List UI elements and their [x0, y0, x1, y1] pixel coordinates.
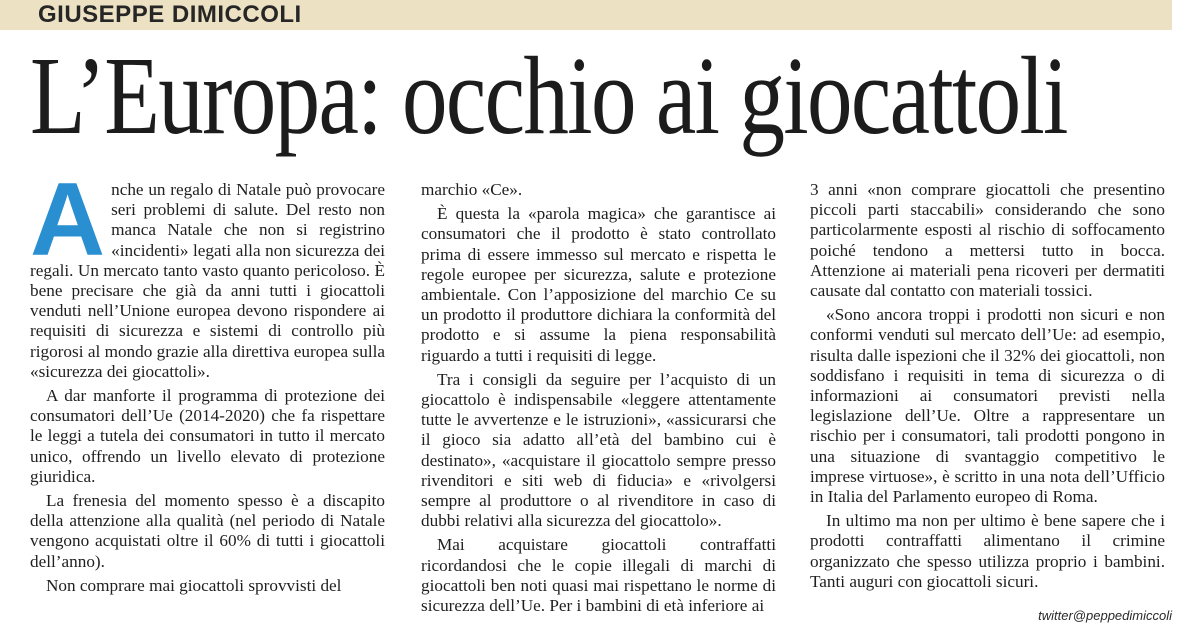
article-paragraph: «Sono ancora troppi i prodotti non sicuri e non conformi venduti sul mercato dell’Ue: ad esempio, risulta dalle ispezioni che il 32% dei giocattoli, non soddisfano i requisiti in tema di sicurezza o di informazioni ai consumatori previsti nella legislazione dell’Ue. Oltre a rappresentare un rischio per i consumatori, tali prodotti pongono in una situazione di svantaggio competitivo le imprese virtuose», è scritto in una nota dell’Ufficio in Italia del Parlamento europeo di Roma.: [810, 305, 1165, 507]
article-paragraph: A dar manforte il programma di protezione dei consumatori dell’Ue (2014-2020) che fa rispettare le leggi a tutela dei consumatori in tutto il mercato unico, offrendo un livello elevato di protezione giuridica.: [30, 386, 385, 486]
article-paragraph: marchio «Ce».: [421, 180, 523, 199]
article-paragraph: In ultimo ma non per ultimo è bene sapere che i prodotti contraffatti alimentano il crimine organizzato che spesso utilizza proprio i bambini. Tanti auguri con giocattoli sicuri.: [810, 511, 1165, 591]
article-paragraph: Mai acquistare giocattoli contraffatti ricordandosi che le copie illegali di marchi di giocattoli ben noti quasi mai rispettano le norme di sicurezza dell’Ue. Per i bambini di età inferiore ai: [421, 535, 776, 616]
article-paragraph: È questa la «parola magica» che garantisce ai consumatori che il prodotto è stato controllato prima di essere immesso sul mercato e rispetta le regole europee per sicurezza, salute e protezione ambientale. Con l’apposizione del marchio Ce su un prodotto il produttore dichiara la conformità del prodotto e si assume la piena responsabilità riguardo a tutti i requisiti di legge.: [421, 204, 776, 365]
article-column-3: [810, 180, 1165, 592]
author-byline: GIUSEPPE DIMICCOLI: [38, 1, 302, 28]
article-column-2: [421, 180, 776, 616]
article-headline: L’Europa: occhio ai giocattoli: [30, 35, 1067, 158]
byline-bar: [0, 0, 1172, 30]
article-paragraph: [30, 162, 385, 382]
twitter-handle: twitter@peppedimiccoli: [1038, 608, 1172, 623]
article-paragraph: La frenesia del momento spesso è a discapito della attenzione alla qualità (nel periodo di Natale vengono acquistati oltre il 60% di tutti i giocattoli dell’anno).: [30, 491, 385, 571]
article-paragraph: 3 anni «non comprare giocattoli che presentino piccoli parti staccabili» considerando che sono particolarmente esposti al rischio di soffocamento poiché tendono a mettersi tutto in bocca. Attenzione ai materiali pena ricoveri per dermatiti causate dal contatto con materiali tossici.: [810, 180, 1165, 301]
article-column-1: [30, 162, 385, 596]
drop-cap: A: [30, 162, 106, 278]
article-paragraph: Tra i consigli da seguire per l’acquisto di un giocattolo è indispensabile «leggere attentamente tutte le avvertenze e le istruzioni», «assicurarsi che il gioco sia adatto all’età del bambino cui è destinato», «acquistare il giocattolo sempre presso rivenditori e siti web di fiducia» e «rivolgersi sempre al produttore o al rivenditore in caso di dubbi relativi alla sicurezza del giocattolo».: [421, 369, 776, 531]
article-paragraph: Non comprare mai giocattoli sprovvisti del: [46, 575, 342, 595]
paragraph-text: nche un regalo di Natale può provocare seri problemi di salute. Del resto non manca Natale che non si registrino «incidenti» legati alla non sicurezza dei regali. Un mercato tanto vasto quanto pericoloso. È bene precisare che già da anni tutti i giocattoli venduti nell’Unione europea devono rispondere ai requisiti di sicurezza e sistemi di controllo più rigorosi al mondo grazie alla direttiva europea sulla «sicurezza dei giocattoli».: [30, 180, 385, 381]
